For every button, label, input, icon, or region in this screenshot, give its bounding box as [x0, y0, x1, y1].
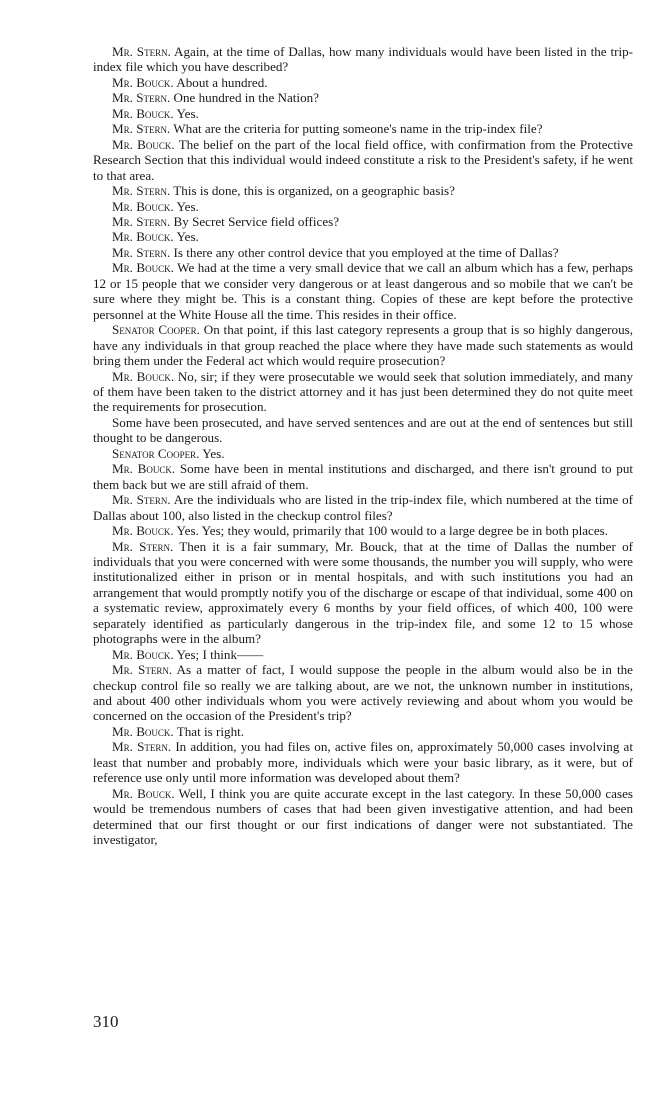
paragraph-text: Again, at the time of Dallas, how many individuals would have been listed in the trip-index file which you have described?	[93, 44, 633, 75]
paragraph-text: One hundred in the Nation?	[173, 90, 319, 106]
speaker-name: Mr. Bouck.	[112, 74, 174, 90]
paragraph-text: What are the criteria for putting someone's name in the trip-index file?	[173, 121, 543, 137]
speaker-name: Mr. Bouck.	[112, 105, 174, 121]
speaker-name: Mr. Bouck.	[112, 260, 174, 276]
paragraph-text: Some have been prosecuted, and have served sentences and are out at the end of sentences but still thought to be dangerous.	[93, 414, 633, 446]
paragraph	[93, 183, 633, 198]
paragraph-text: No, sir; if they were prosecutable we would seek that solution immediately, and many of them have been taken to the district attorney and it has just been determined they do not quite meet the requirements for prosecution.	[93, 368, 633, 415]
paragraph-text: The belief on the part of the local field office, with confirmation from the Protective Research Section that this individual would indeed constitute a risk to the President's safety, if he went to that area.	[93, 136, 633, 183]
paragraph	[93, 539, 633, 647]
paragraph	[93, 245, 633, 260]
speaker-name: Mr. Bouck.	[112, 368, 175, 384]
paragraph-text: Yes.	[176, 105, 199, 121]
speaker-name: Mr. Bouck.	[112, 523, 174, 539]
speaker-name: Mr. Stern.	[112, 538, 174, 554]
paragraph-text: About a hundred.	[176, 74, 268, 90]
paragraph	[93, 106, 633, 121]
paragraph-text: Yes; I think——	[176, 646, 264, 662]
speaker-name: Mr. Stern.	[112, 662, 173, 678]
paragraph-text: In addition, you had files on, active files on, approximately 50,000 cases involving at least that number and probably more, individuals which were your basic library, as it were, but of reference use only until more information was developed about them?	[93, 739, 634, 786]
page-number: 310	[93, 1012, 119, 1031]
speaker-name: Mr. Bouck.	[112, 198, 174, 214]
paragraph-text: By Secret Service field offices?	[173, 213, 340, 229]
paragraph	[93, 137, 633, 183]
paragraph	[93, 786, 633, 848]
speaker-name: Mr. Stern.	[112, 121, 171, 137]
paragraph	[93, 662, 633, 724]
speaker-name: Mr. Stern.	[112, 213, 171, 229]
speaker-name: Mr. Bouck.	[112, 461, 176, 477]
paragraph	[93, 90, 633, 105]
paragraph	[93, 260, 633, 322]
paragraph	[93, 229, 633, 244]
paragraph-text: On that point, if this last category represents a group that is so highly dangerous, have any individuals in that group reached the place where they have made such statements as would bring them under the Federal act which would require prosecution?	[93, 322, 633, 369]
paragraph	[93, 121, 633, 136]
speaker-name: Mr. Bouck.	[112, 723, 174, 739]
paragraph-text: As a matter of fact, I would suppose the people in the album would also be in the checkup control file so really we are talking about, are we not, the unknown number in institutions, and about 400 other individuals whom you were actively reviewing and about whom you would be concerned on the occasion of the President's trip?	[93, 662, 633, 724]
speaker-name: Mr. Stern.	[112, 90, 171, 106]
speaker-name: Mr. Stern.	[112, 739, 172, 755]
paragraph-text: Yes.	[176, 229, 199, 245]
paragraph	[93, 75, 633, 90]
paragraph-text: We had at the time a very small device that we call an album which has a few, perhaps 12 or 15 people that we consider very dangerous or at least dangerous and so mobile that we can't be sure where they might be. This is a constant thing. Copies of these are kept before the protective personnel at the White House all the time. This resides in their office.	[93, 260, 633, 322]
paragraph	[93, 739, 633, 785]
speaker-name: Mr. Stern.	[112, 183, 171, 199]
paragraph-text: Yes.	[202, 445, 225, 461]
paragraph-text: Yes.	[176, 198, 199, 214]
paragraph	[93, 724, 633, 739]
speaker-name: Mr. Stern.	[112, 492, 171, 508]
speaker-name: Mr. Bouck.	[112, 229, 174, 245]
speaker-name: Mr. Bouck.	[112, 136, 175, 152]
page-body	[93, 44, 633, 848]
paragraph	[93, 214, 633, 229]
speaker-name: Senator Cooper.	[112, 445, 200, 461]
paragraph	[93, 199, 633, 214]
paragraph	[93, 44, 633, 75]
paragraph	[93, 369, 633, 415]
paragraph-text: Some have been in mental institutions and discharged, and there isn't ground to put them back but we are still afraid of them.	[93, 461, 634, 492]
paragraph	[93, 492, 633, 523]
paragraph-text: That is right.	[176, 723, 245, 739]
paragraph-text: This is done, this is organized, on a geographic basis?	[173, 183, 455, 199]
paragraph	[93, 461, 633, 492]
paragraph-text: Is there any other control device that you employed at the time of Dallas?	[173, 244, 559, 260]
speaker-name: Mr. Bouck.	[112, 646, 174, 662]
paragraph-text: Then it is a fair summary, Mr. Bouck, that at the time of Dallas the number of individuals that you were concerned with were some thousands, the number you will supply, who were institutionalized either in prison or in mental hospitals, and with such institutions you had an arrangement that would promptly notify you of the discharge or escape of that individual, some 400 on a systematic review, approximately every 6 months by your field offices, of which 400, 100 were separately identified as particularly dangerous in the trip-index file, and some 12 to 15 whose photographs were in the album?	[93, 538, 634, 647]
paragraph	[93, 415, 633, 446]
paragraph-text: Yes. Yes; they would, primarily that 100 would to a large degree be in both places.	[176, 523, 609, 539]
speaker-name: Senator Cooper.	[112, 322, 200, 338]
speaker-name: Mr. Stern.	[112, 244, 171, 260]
speaker-name: Mr. Stern.	[112, 44, 171, 59]
paragraph	[93, 446, 633, 461]
paragraph	[93, 523, 633, 538]
paragraph	[93, 322, 633, 368]
paragraph	[93, 647, 633, 662]
paragraph-text: Well, I think you are quite accurate except in the last category. In these 50,000 cases would be tremendous numbers of cases that had been given investigative attention, and had been determined that our first thought or our first indications of danger were not substantiated. The investigator,	[93, 785, 633, 848]
speaker-name: Mr. Bouck.	[112, 785, 175, 801]
paragraph-text: Are the individuals who are listed in the trip-index file, which numbered at the time of Dallas about 100, also listed in the checkup control files?	[93, 492, 633, 523]
